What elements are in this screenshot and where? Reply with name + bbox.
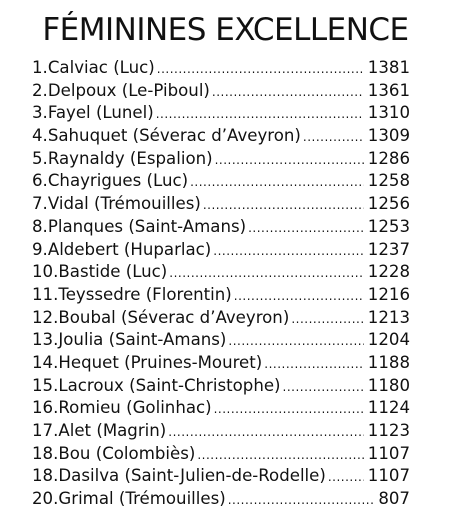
ranking-row [32, 125, 410, 148]
rank-number: 8. [32, 216, 48, 236]
player-name: Vidal (Trémouilles) [47, 194, 201, 214]
dot-leader [214, 398, 364, 421]
player-name: Hequet (Pruines-Mouret) [58, 352, 263, 372]
player-score: 1180 [367, 375, 410, 395]
player-name: Raynaldy (Espalion) [47, 148, 213, 168]
rank-number: 15. [32, 375, 59, 395]
player-score: 1310 [367, 103, 410, 123]
ranking-row [32, 329, 410, 352]
rank-number: 18. [32, 466, 59, 486]
player-score: 1253 [367, 216, 410, 236]
dot-leader [156, 103, 364, 126]
ranking-row [32, 465, 410, 488]
rank-number: 3. [32, 103, 48, 123]
dot-leader [328, 466, 364, 489]
player-score: 1107 [367, 443, 410, 463]
player-score: 1228 [367, 262, 410, 282]
dot-leader [291, 308, 363, 331]
rank-number: 11. [32, 284, 59, 304]
ranking-row [32, 102, 410, 125]
player-score: 1256 [367, 194, 410, 214]
rank-number: 13. [32, 330, 59, 350]
player-score: 1258 [367, 171, 410, 191]
dot-leader [213, 240, 364, 263]
player-name: Aldebert (Huparlac) [47, 239, 212, 259]
player-name: Planques (Saint-Amans) [47, 216, 247, 236]
dot-leader [228, 489, 375, 512]
dot-leader [248, 217, 364, 240]
player-score: 1361 [367, 80, 410, 100]
dot-leader [234, 285, 364, 308]
ranking-row [32, 307, 410, 330]
player-score: 1286 [367, 148, 410, 168]
player-name: Lacroux (Saint-Christophe) [58, 375, 281, 395]
ranking-row [32, 443, 410, 466]
player-name: Joulia (Saint-Amans) [58, 330, 227, 350]
player-name: Delpoux (Le-Piboul) [47, 80, 210, 100]
player-name: Romieu (Golinhac) [58, 398, 212, 418]
player-score: 1204 [367, 330, 410, 350]
ranking-row [32, 261, 410, 284]
rank-number: 5. [32, 148, 48, 168]
player-score: 1213 [367, 307, 410, 327]
dot-leader [190, 171, 364, 194]
player-score: 1188 [367, 352, 410, 372]
dot-leader [169, 262, 364, 285]
rank-number: 20. [32, 489, 59, 509]
dot-leader [212, 81, 364, 104]
ranking-row [32, 284, 410, 307]
ranking-row [32, 488, 410, 511]
rank-number: 4. [32, 126, 48, 146]
player-score: 807 [378, 489, 410, 509]
dot-leader [197, 444, 363, 467]
ranking-row [32, 216, 410, 239]
dot-leader [157, 58, 364, 81]
rank-number: 16. [32, 398, 59, 418]
dot-leader [264, 353, 364, 376]
ranking-row [32, 57, 410, 80]
dot-leader [303, 126, 364, 149]
ranking-row [32, 397, 410, 420]
player-name: Fayel (Lunel) [47, 103, 154, 123]
player-name: Bou (Colombiès) [58, 443, 196, 463]
dot-leader [168, 421, 364, 444]
player-name: Calviac (Luc) [47, 58, 155, 77]
player-score: 1123 [367, 421, 410, 440]
player-score: 1124 [367, 398, 410, 418]
player-name: Grimal (Trémouilles) [58, 489, 226, 509]
ranking-row [32, 420, 410, 443]
ranking-row [32, 193, 410, 216]
dot-leader [203, 194, 364, 217]
ranking-list [32, 57, 410, 511]
ranking-row [32, 170, 410, 193]
rank-number: 10. [32, 262, 59, 282]
rank-number: 18. [32, 443, 59, 463]
ranking-row [32, 375, 410, 398]
player-name: Sahuquet (Séverac d’Aveyron) [47, 126, 301, 146]
rank-number: 12. [32, 307, 59, 327]
player-score: 1107 [367, 466, 410, 486]
page-title: FÉMININES EXCELLENCE [42, 12, 409, 48]
rank-number: 1. [32, 58, 48, 77]
player-name: Chayrigues (Luc) [47, 171, 189, 191]
rank-number: 7. [32, 194, 48, 214]
ranking-row [32, 148, 410, 171]
player-score: 1237 [367, 239, 410, 259]
ranking-row [32, 239, 410, 262]
rank-number: 6. [32, 171, 48, 191]
dot-leader [215, 149, 364, 172]
ranking-row [32, 80, 410, 103]
rank-number: 17. [32, 421, 59, 440]
player-name: Dasilva (Saint-Julien-de-Rodelle) [58, 466, 326, 486]
dot-leader [283, 376, 364, 399]
player-score: 1381 [367, 58, 410, 77]
player-name: Alet (Magrin) [58, 421, 167, 440]
dot-leader [228, 330, 363, 353]
rank-number: 14. [32, 352, 59, 372]
rank-number: 9. [32, 239, 48, 259]
player-name: Teyssedre (Florentin) [58, 284, 232, 304]
rank-number: 2. [32, 80, 48, 100]
player-score: 1309 [367, 126, 410, 146]
player-name: Bastide (Luc) [58, 262, 168, 282]
player-name: Boubal (Séverac d’Aveyron) [58, 307, 290, 327]
ranking-row [32, 352, 410, 375]
player-score: 1216 [367, 284, 410, 304]
